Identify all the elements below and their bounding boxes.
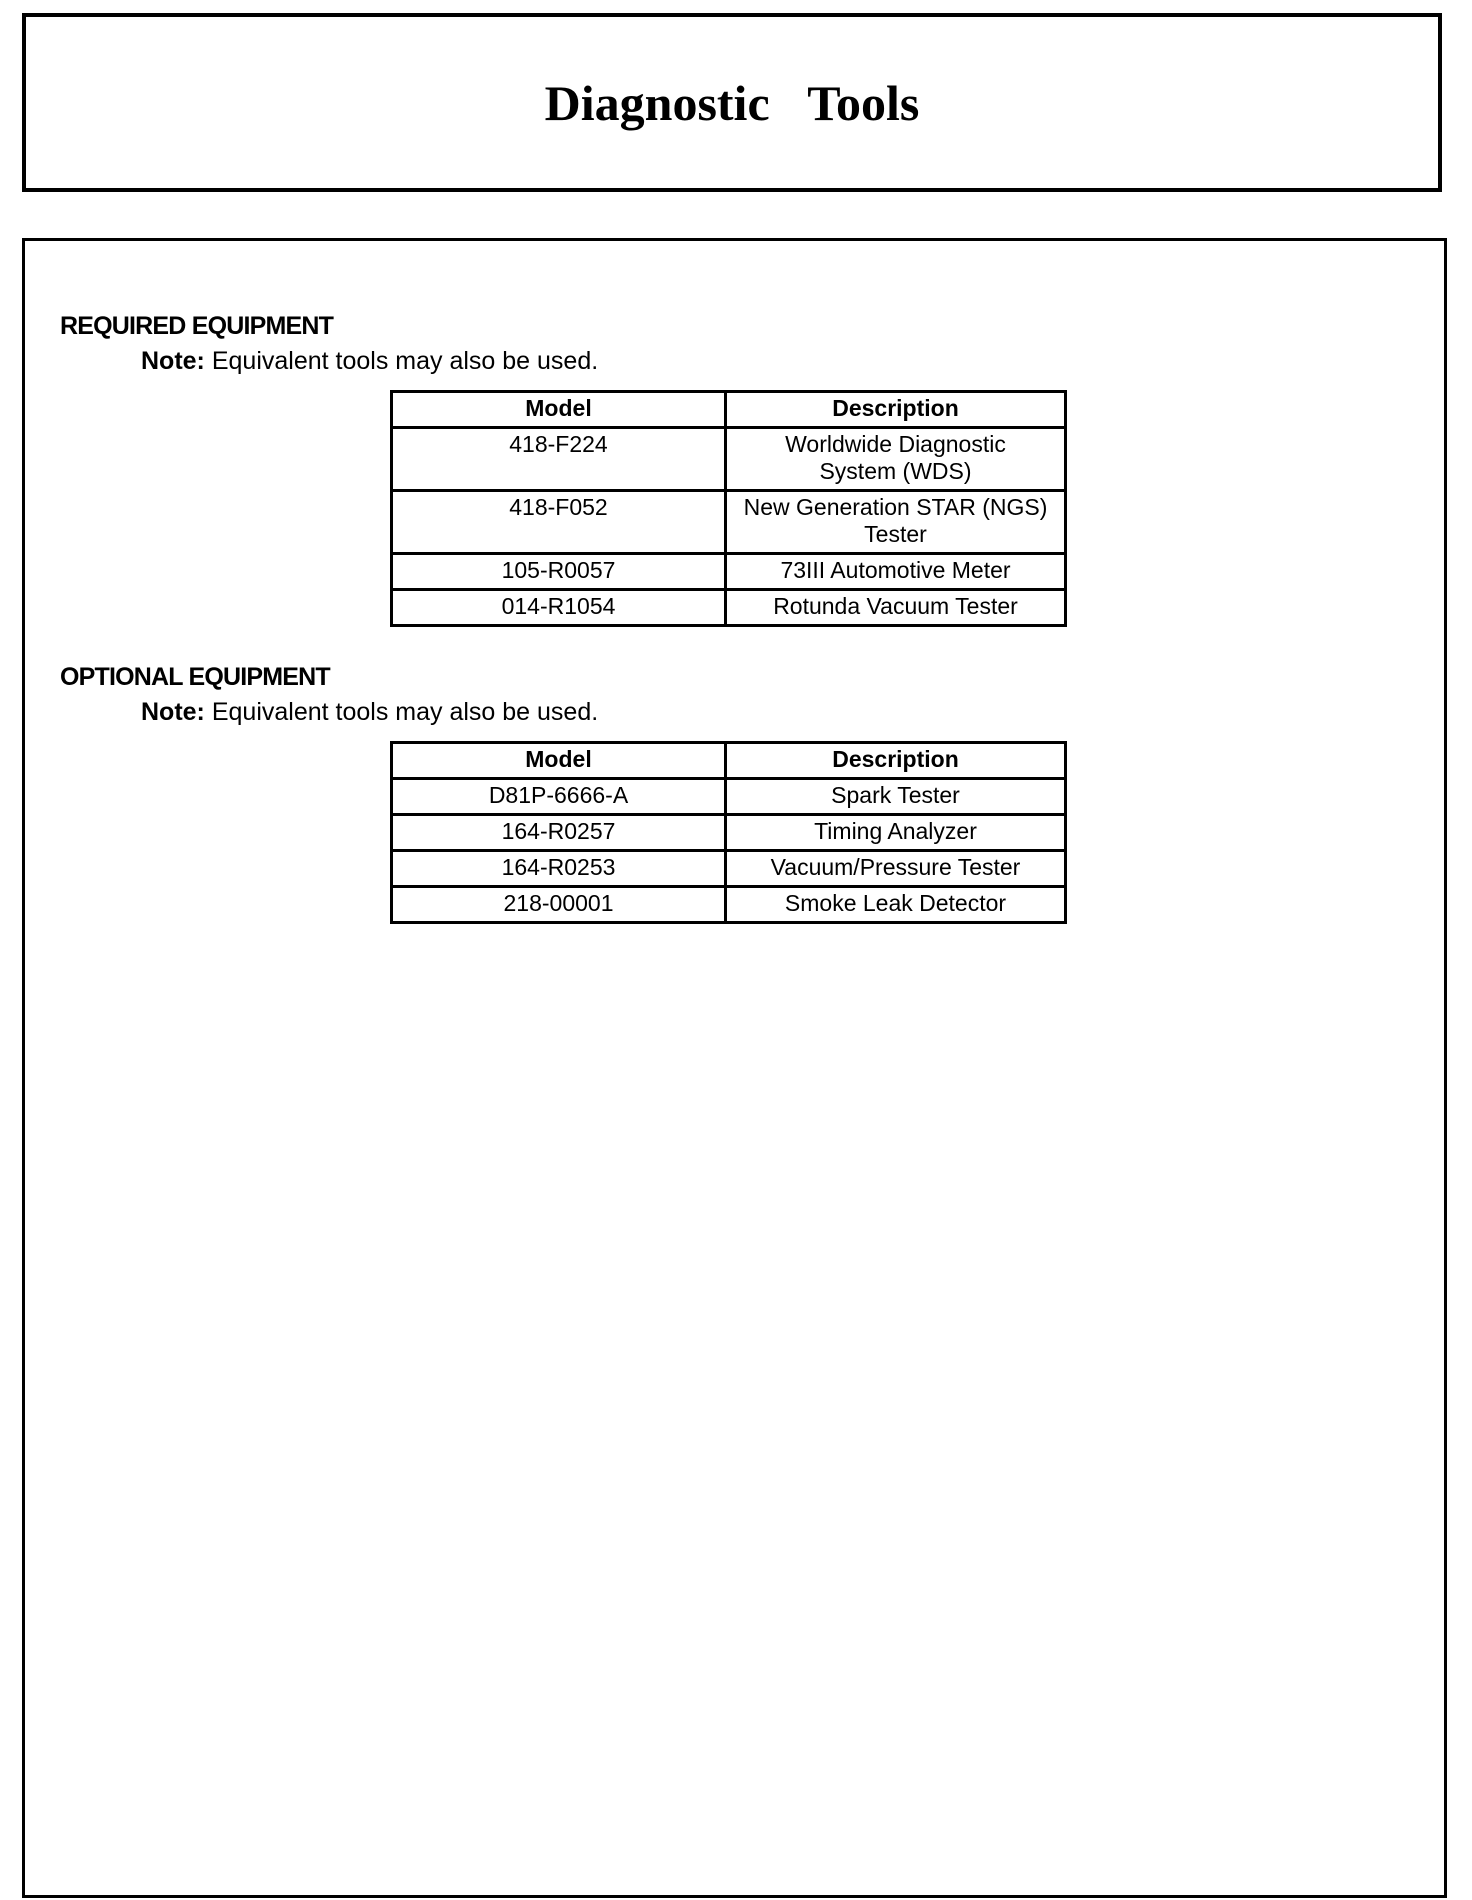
- table-row: [392, 491, 1066, 554]
- table-row: [392, 554, 1066, 590]
- content-box: [22, 238, 1447, 1898]
- column-header-description: Description: [726, 392, 1066, 428]
- required-equipment-table: [390, 390, 1067, 627]
- model-cell: 418-F052: [392, 491, 726, 554]
- optional-note-label: Note:: [141, 698, 205, 726]
- optional-equipment-heading: OPTIONAL EQUIPMENT: [60, 663, 330, 691]
- required-note: [141, 347, 598, 376]
- required-equipment-heading: REQUIRED EQUIPMENT: [60, 312, 334, 340]
- model-cell: 105-R0057: [392, 554, 726, 590]
- description-text: Worldwide Diagnostic System (WDS): [785, 431, 1006, 484]
- table-row: [392, 590, 1066, 626]
- model-cell: 014-R1054: [392, 590, 726, 626]
- required-note-text: Equivalent tools may also be used.: [204, 347, 599, 375]
- description-cell: Vacuum/Pressure Tester: [726, 851, 1066, 887]
- table-row: [392, 887, 1066, 923]
- description-cell: Spark Tester: [726, 779, 1066, 815]
- table-row: [392, 851, 1066, 887]
- required-note-label: Note:: [141, 347, 205, 375]
- table-row: [392, 779, 1066, 815]
- optional-equipment-table: [390, 741, 1067, 924]
- column-header-description: Description: [726, 743, 1066, 779]
- table-header-row: [392, 392, 1066, 428]
- description-cell: Smoke Leak Detector: [726, 887, 1066, 923]
- model-cell: 164-R0253: [392, 851, 726, 887]
- table-row: [392, 815, 1066, 851]
- description-cell: Timing Analyzer: [726, 815, 1066, 851]
- optional-note: [141, 698, 598, 727]
- page-title: Diagnostic Tools: [544, 74, 920, 131]
- description-cell: [726, 428, 1066, 491]
- description-cell: 73III Automotive Meter: [726, 554, 1066, 590]
- model-cell: 418-F224: [392, 428, 726, 491]
- title-box: [22, 13, 1442, 192]
- column-header-model: Model: [392, 743, 726, 779]
- description-cell: Rotunda Vacuum Tester: [726, 590, 1066, 626]
- optional-note-text: Equivalent tools may also be used.: [204, 698, 599, 726]
- model-cell: 164-R0257: [392, 815, 726, 851]
- description-cell: New Generation STAR (NGS) Tester: [726, 491, 1066, 554]
- column-header-model: Model: [392, 392, 726, 428]
- table-row: [392, 428, 1066, 491]
- table-header-row: [392, 743, 1066, 779]
- model-cell: 218-00001: [392, 887, 726, 923]
- model-cell: D81P-6666-A: [392, 779, 726, 815]
